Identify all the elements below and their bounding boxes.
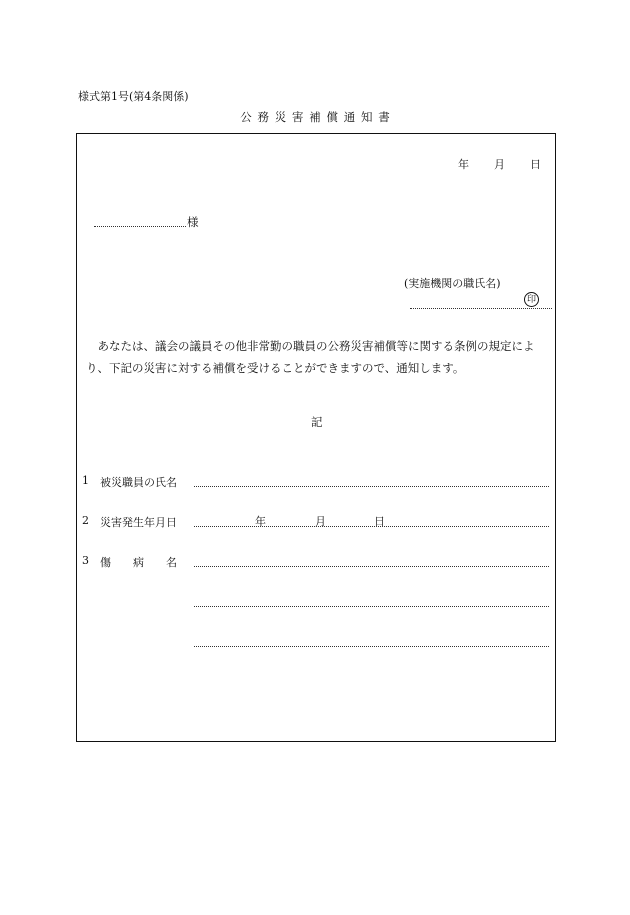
notice-frame [76, 133, 556, 742]
item-3-entry-line-2 [194, 606, 549, 607]
date-month-label: 月 [494, 158, 505, 171]
document-title: 公務災害補償通知書 [240, 110, 396, 124]
item-3-label: 傷 病 名 [100, 556, 177, 569]
recipient-suffix: 様 [187, 215, 199, 229]
form-number: 様式第1号(第4条関係) [78, 90, 189, 103]
sender-label: (実施機関の職氏名) [404, 277, 501, 290]
date-year-label: 年 [458, 158, 469, 171]
item-1-number: 1 [82, 474, 89, 487]
item-2-year-label: 年 [255, 515, 266, 528]
item-1-entry-line [194, 486, 549, 487]
notice-body: あなたは、議会の議員その他非常勤の職員の公務災害補償等に関する条例の規定により、下記の災害に対する補償を受けることができますので、通知します。 [86, 339, 535, 375]
item-2-day-label: 日 [374, 515, 385, 528]
item-3-entry-line-3 [194, 646, 549, 647]
item-2-month-label: 月 [315, 515, 326, 528]
ki-heading: 記 [311, 415, 323, 429]
seal-mark: 印 [524, 292, 539, 307]
date-day-label: 日 [530, 158, 541, 171]
item-1-label: 被災職員の氏名 [100, 476, 177, 489]
item-3-number: 3 [82, 554, 89, 567]
sender-name-line [410, 308, 552, 309]
item-2-entry-line [194, 526, 549, 527]
item-3-entry-line-1 [194, 566, 549, 567]
recipient-name-line [94, 226, 186, 227]
item-2-label: 災害発生年月日 [100, 516, 177, 529]
item-2-number: 2 [82, 514, 89, 527]
